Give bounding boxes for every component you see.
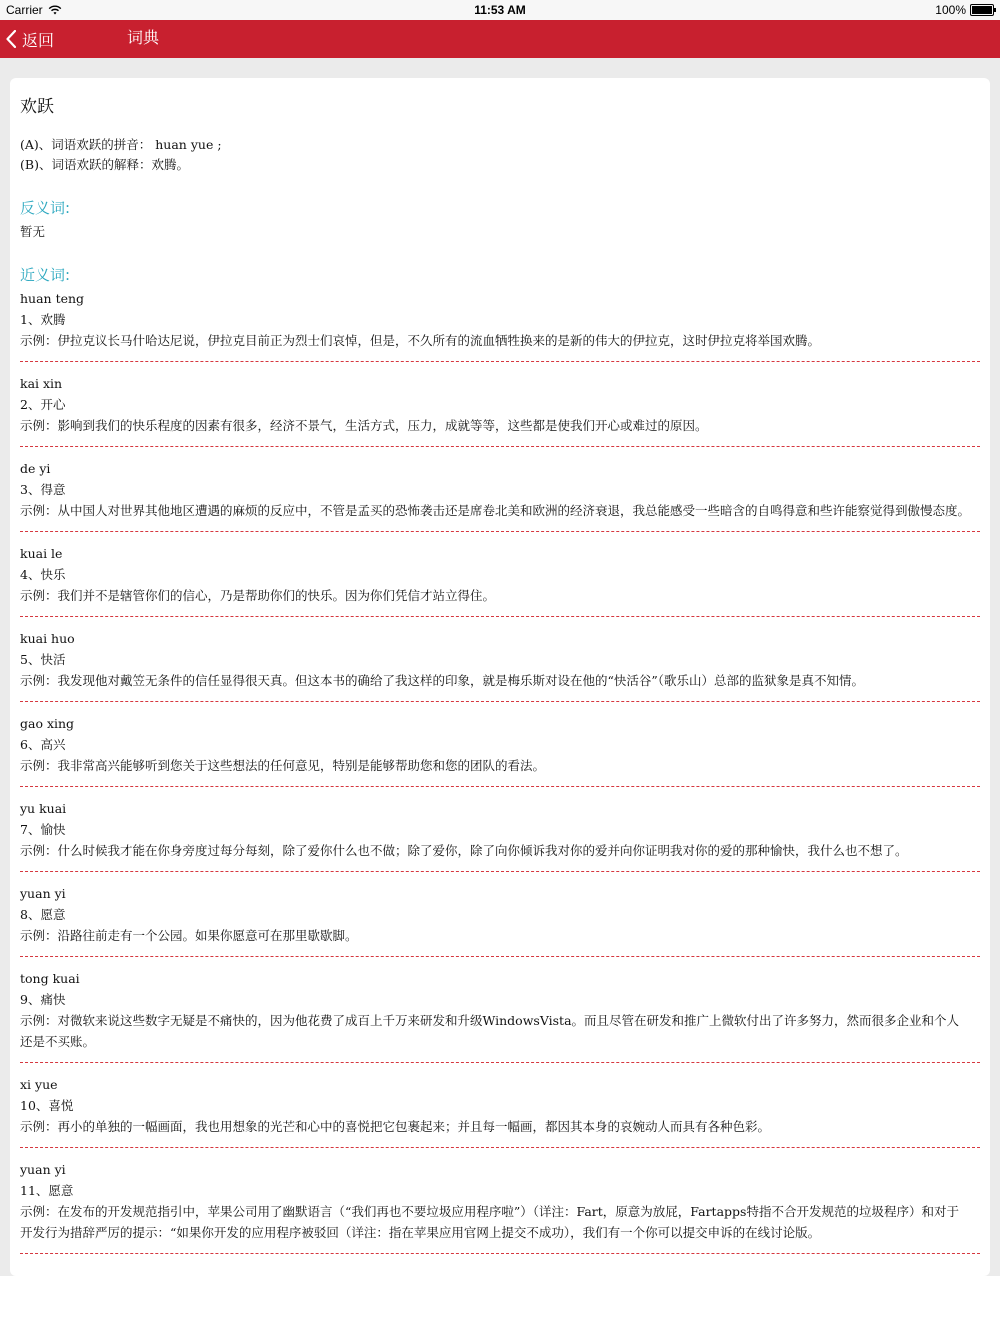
synonym-example: 示例：伊拉克议长马什哈达尼说，伊拉克目前正为烈士们哀悼，但是，不久所有的流血牺牲换来的是新的伟大的伊拉克，这时伊拉克将举国欢腾。	[20, 333, 821, 348]
synonym-example: 示例：再小的单独的一幅画面，我也用想象的光芒和心中的喜悦把它包裹起来；并且每一幅画，都因其本身的哀婉动人而具有各种色彩。	[20, 1119, 771, 1134]
nav-bar	[0, 20, 1000, 58]
entry-card-inner	[10, 78, 990, 1254]
synonym-pinyin: kuai huo	[20, 631, 75, 646]
synonym-example: 示例：我非常高兴能够听到您关于这些想法的任何意见，特别是能够帮助您和您的团队的看法。	[20, 758, 546, 773]
synonym-example: 示例：我们并不是辖管你们的信心，乃是帮助你们的快乐。因为你们凭信才站立得住。	[20, 588, 496, 603]
battery-percent: 100%	[935, 3, 966, 17]
back-label: 返回	[22, 32, 55, 50]
synonym-example: 示例：对微软来说这些数字无疑是不痛快的，因为他花费了成百上千万来研发和升级WindowsVista。而且尽管在研发和推广上微软付出了许多努力，然而很多企业和个人还是不买账。	[20, 1013, 960, 1049]
word-title: 欢跃	[20, 97, 54, 117]
synonym-example: 示例：影响到我们的快乐程度的因素有很多，经济不景气，生活方式，压力，成就等等，这些都是使我们开心或难过的原因。	[20, 418, 708, 433]
synonym-item	[20, 289, 980, 362]
battery-fill	[972, 6, 992, 14]
synonym-item	[20, 1075, 980, 1148]
synonym-word: 10、喜悦	[20, 1097, 74, 1113]
synonym-word: 5、快活	[20, 651, 66, 667]
status-right	[935, 3, 994, 17]
synonym-word: 6、高兴	[20, 736, 66, 752]
synonym-pinyin: xi yue	[20, 1077, 58, 1092]
synonym-word: 4、快乐	[20, 566, 66, 582]
synonym-pinyin: yuan yi	[20, 1162, 66, 1177]
synonym-item	[20, 1160, 980, 1254]
synonym-word: 11、愿意	[20, 1182, 74, 1198]
chevron-left-icon	[6, 30, 16, 48]
entry-card	[10, 78, 990, 1276]
synonym-pinyin: kuai le	[20, 546, 63, 561]
synonym-item	[20, 629, 980, 702]
synonym-pinyin: tong kuai	[20, 971, 80, 986]
synonym-pinyin: kai xin	[20, 376, 63, 391]
synonym-pinyin: yuan yi	[20, 886, 66, 901]
pinyin-line: (A)、词语欢跃的拼音： huan yue ;	[20, 137, 222, 152]
synonym-item	[20, 374, 980, 447]
synonym-item	[20, 884, 980, 957]
status-bar	[0, 0, 1000, 20]
synonym-item	[20, 969, 980, 1063]
antonyms-heading: 反义词:	[20, 199, 71, 217]
synonym-item	[20, 799, 980, 872]
synonym-pinyin: yu kuai	[20, 801, 67, 816]
synonym-pinyin: gao xing	[20, 716, 75, 731]
synonym-example: 示例：什么时候我才能在你身旁度过每分每刻，除了爱你什么也不做；除了爱你，除了向你倾诉我对你的爱并向你证明我对你的爱的那种愉快，我什么也不想了。	[20, 843, 908, 858]
synonym-word: 1、欢腾	[20, 311, 66, 327]
synonym-example: 示例：在发布的开发规范指引中，苹果公司用了幽默语言（“我们再也不要垃圾应用程序啦”）（详注：Fart，原意为放屁，Fartapps特指不合开发规范的垃圾程序）和对于开发行为措辞严厉的提示：“如果你开发的应用程序被驳回（详注：指在苹果应用官网上提交不成功），我们有一个你可以提交申诉的在线讨论版。	[20, 1204, 959, 1240]
synonym-example: 示例：从中国人对世界其他地区遭遇的麻烦的反应中，不管是孟买的恐怖袭击还是席卷北美和欧洲的经济衰退，我总能感受一些暗含的自鸣得意和些许能察觉得到傲慢态度。	[20, 503, 971, 518]
synonym-example: 示例：我发现他对戴笠无条件的信任显得很天真。但这本书的确给了我这样的印象，就是梅乐斯对设在他的“快活谷”（歌乐山）总部的监狱象是真不知情。	[20, 673, 865, 688]
synonym-pinyin: huan teng	[20, 291, 85, 306]
synonym-pinyin: de yi	[20, 461, 51, 476]
synonym-word: 8、愿意	[20, 906, 66, 922]
synonym-example: 示例：沿路往前走有一个公园。如果你愿意可在那里歇歇脚。	[20, 928, 358, 943]
battery-icon	[970, 4, 994, 16]
synonym-word: 3、得意	[20, 481, 66, 497]
synonym-item	[20, 544, 980, 617]
status-time: 11:53 AM	[474, 3, 526, 17]
synonym-word: 9、痛快	[20, 991, 66, 1007]
synonym-word: 7、愉快	[20, 821, 66, 837]
nav-title: 词典	[127, 30, 160, 47]
synonym-item	[20, 714, 980, 787]
synonym-list	[20, 289, 980, 1254]
synonym-item	[20, 459, 980, 532]
synonym-word: 2、开心	[20, 396, 66, 412]
back-button[interactable]	[6, 20, 54, 58]
antonyms-text: 暂无	[20, 224, 46, 239]
synonyms-heading: 近义词:	[20, 266, 71, 284]
carrier-label: Carrier	[6, 3, 43, 17]
definition-line: (B)、词语欢跃的解释：欢腾。	[20, 157, 189, 172]
